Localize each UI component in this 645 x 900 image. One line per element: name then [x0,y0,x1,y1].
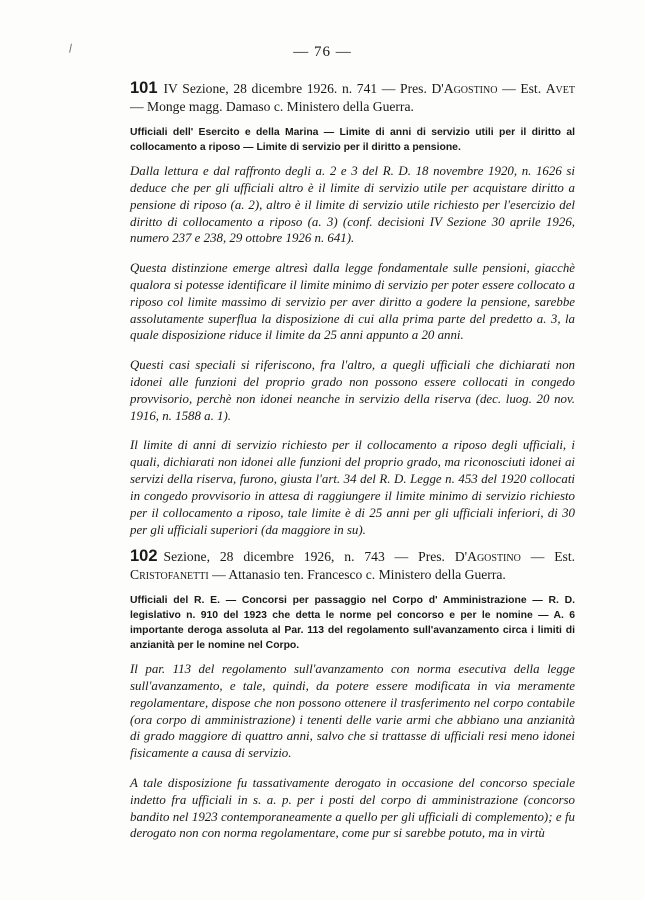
entry-number: 101 [130,79,158,97]
entry-header [130,80,575,115]
entry-number: 102 [130,547,158,565]
entry-subject: Ufficiali del R. E. — Concorsi per passaggio nel Corpo d' Amministrazione — R. D. legislativo n. 910 del 1923 che detta le norme pel concorso e per le nomine — A. 6 importante deroga assoluta al Par. 113 del regolamento sull'avanzamento circa i limiti di anzianità per le nomine nel Corpo. [130,595,575,651]
entry-paragraph: Dalla lettura e dal raffronto degli a. 2 e 3 del R. D. 18 novembre 1920, n. 1626 si deduce che per gli ufficiali altro è il limite di servizio utile per acquistare diritto a pensione di riposo (a. 2), altro è il limite di servizio utile richiesto per l'esercizio del diritto di collocamento a riposo (a. 3) (conf. decisioni IV Sezione 30 aprile 1926, numero 237 e 238, 29 ottobre 1926 n. 641). [130,164,575,246]
entry-header [130,548,575,583]
header-text: — Monge magg. Damaso c. Ministero della Guerra. [130,98,414,114]
president-name: Agostino [443,81,498,96]
entry-paragraph: Questa distinzione emerge altresì dalla legge fondamentale sulle pensioni, giacchè qualora si potesse identificare il limite minimo di servizio per poter essere collocato a riposo col limite massimo di servizio per aver diritto a godere la pensione, sarebbe assolutamente superflua la disposizione di cui alla prima parte del predetto a. 3, la quale disposizione riduce il limite da 25 anni appunto a 20 anni. [130,261,575,343]
entry-subject: Ufficiali dell' Esercito e della Marina — Limite di anni di servizio utili per il diritto al collocamento a riposo — Limite di servizio per il diritto a pensione. [130,127,575,153]
header-text: IV Sezione, 28 dicembre 1926. n. 741 — Pres. D' [163,81,444,96]
header-text: — Attanasio ten. Francesco c. Ministero della Guerra. [208,566,506,582]
header-text: — Est. [497,81,542,96]
entry-paragraph: Il par. 113 del regolamento sull'avanzamento con norma esecutiva della legge sull'avanzamento, e tale, quindi, da potere essere modificata in via meramente regolamentare, dispose che non possono ottenere il trasferimento nel corpo contabile (ora corpo di amministrazione) i tenenti delle varie armi che abbiano una anzianità di grado maggiore di quattro anni, salvo che si trattasse di ufficiali resi meno idonei fisicamente a causa di servizio. [130,662,575,761]
estensore-name: Avet [545,81,575,96]
entry-paragraph: Questi casi speciali si riferiscono, fra l'altro, a quegli ufficiali che dichiarati non idonei alle funzioni del proprio grado non possono essere collocati in congedo provvisorio, perchè non idonei neanche in servizio della riserva (dec. luog. 20 nov. 1916, n. 1588 a. 1). [130,358,575,423]
entry-paragraph: A tale disposizione fu tassativamente derogato in occasione del concorso speciale indetto fra ufficiali in s. a. p. per i posti del corpo di amministrazione (concorso bandito nel 1923 contemporaneamente a quello per gli ufficiali di complemento); e fu derogato non con norma regolamentare, come pur si sarebbe potuto, ma in virtù [130,775,575,841]
decision-entry-102 [130,548,575,855]
entry-paragraph: Il limite di anni di servizio richiesto per il collocamento a riposo degli ufficiali, i quali, dichiarati non idonei alle funzioni del proprio grado, ma riconosciuti idonei ai servizi della riserva, furono, giusta l'art. 34 del R. D. Legge n. 453 del 1920 collocati in congedo provvisorio in attesa di raggiungere il limite minimo di servizio richiesto per il collocamento a riposo, tale limite è di 25 anni per gli ufficiali inferiori, di 30 per gli ufficiali superiori (da maggiore in su). [130,438,575,537]
estensore-name: Cristofanetti [130,566,209,582]
president-name: Agostino [467,549,521,564]
page-number: — 76 — [293,44,352,60]
decision-entry-101 [130,80,575,551]
header-text: — Est. [520,549,575,564]
header-text: Sezione, 28 dicembre 1926, n. 743 — Pres. D' [163,549,468,564]
